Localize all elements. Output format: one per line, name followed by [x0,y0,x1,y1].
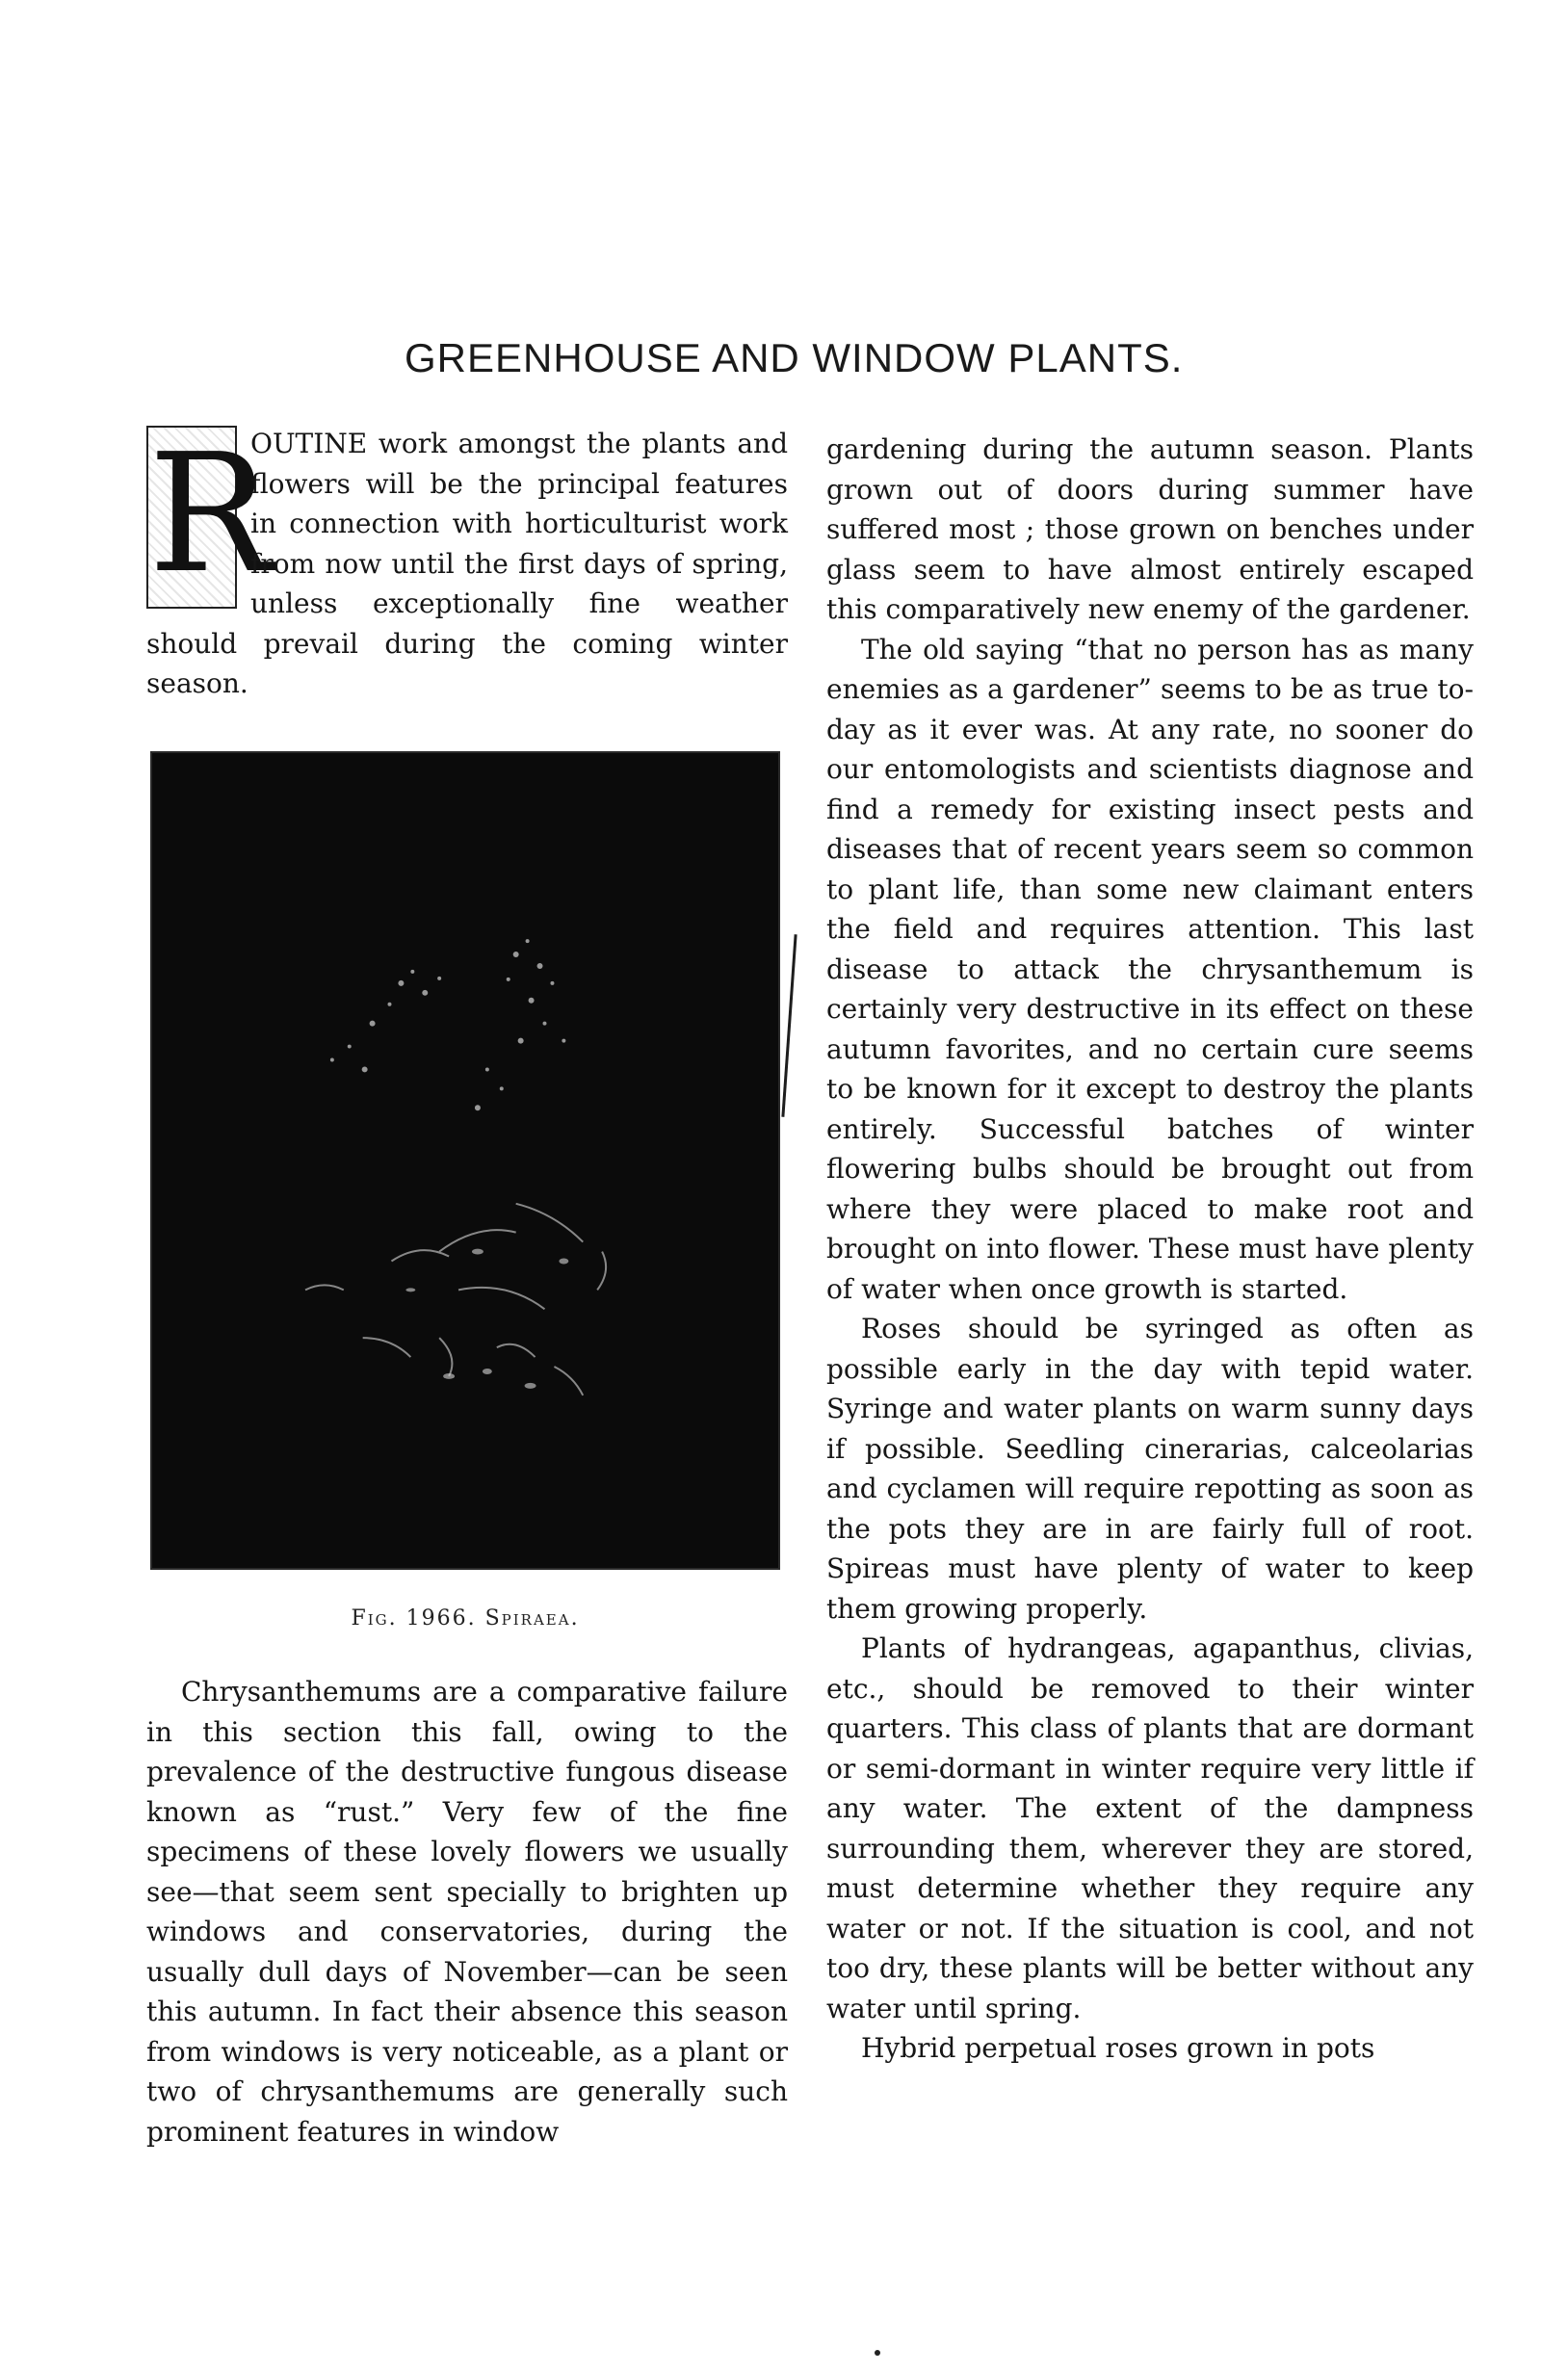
right-paragraph-2: The old saying “that no person has as many enemies as a gardener” seems to be as true to-day as it ever was. At any rate, no sooner do our entomologists and scientists diagnose and find a remedy for existing insect pests and diseases that of recent years seem so common to plant life, than some new claimant enters the field and requires attention. This last disease to attack the chrysanthemum is certainly very destructive in its effect on these autumn favorites, and no certain cure seems to be known for it except to destroy the plants entirely. Successful batches of winter flowering bulbs should be brought out from where they were placed to make root and brought on into flower. These must have plenty of water when once growth is started. [826,633,1474,1305]
right-paragraph-4: Plants of hydrangeas, agapanthus, clivias, etc., should be removed to their winter quarters. This class of plants that are dormant or semi-dormant in winter require very little if any water. The extent of the dampness surrounding them, wherever they are stored, must determine whether they require any water or not. If the situation is cool, and not too dry, these plants will be better without any water until spring. [826,1632,1474,2024]
decorative-dropcap: R [148,419,272,610]
right-paragraph-3: Roses should be syringed as often as possible early in the day with tepid water. Syringe and water plants on warm sunny days if possible. Seedling cinerarias, calceolarias and cyclamen will require repotting as soon as the pots they are in are fairly full of root. Spireas must have plenty of water to keep them growing properly. [826,1313,1474,1625]
page-title: GREENHOUSE AND WINDOW PLANTS. [405,335,1184,380]
spiraea-photograph [150,751,780,1570]
spiraea-plant-illustration [152,753,778,1568]
vertical-rule-mark [781,934,797,1117]
intro-text: OUTINE work amongst the plants and flowers will be the principal features in connection with horticulturist work from now until the first days of spring, unless exceptionally fine weather should prevail during the coming winter season. [146,428,788,699]
chrysanthemum-paragraph: Chrysanthemums are a comparative failure in this section this fall, owing to the prevalence of the destructive fungous disease known as “rust.” Very few of the fine specimens of these lovely flowers we usually see—that seem sent specially to brighten up windows and conservatories, during the usually dull days of November—can be seen this autumn. In fact their absence this season from windows is very noticeable, as a plant or two of chrysanthemums are generally such prominent features in window [146,1676,788,2148]
left-column-continued [146,1672,788,2152]
page-mark-dot [875,2350,880,2356]
intro-paragraph [146,419,788,704]
figure-caption: Fig. 1966. Spiraea. [351,1606,580,1630]
right-column [826,430,1474,2069]
right-paragraph-1: gardening during the autumn season. Plants grown out of doors during summer have suffered most ; those grown on benches under glass seem to have almost entirely escaped this comparatively new enemy of the gardener. [826,433,1474,625]
left-column-intro [146,419,788,704]
right-paragraph-5: Hybrid perpetual roses grown in pots [861,2032,1375,2064]
